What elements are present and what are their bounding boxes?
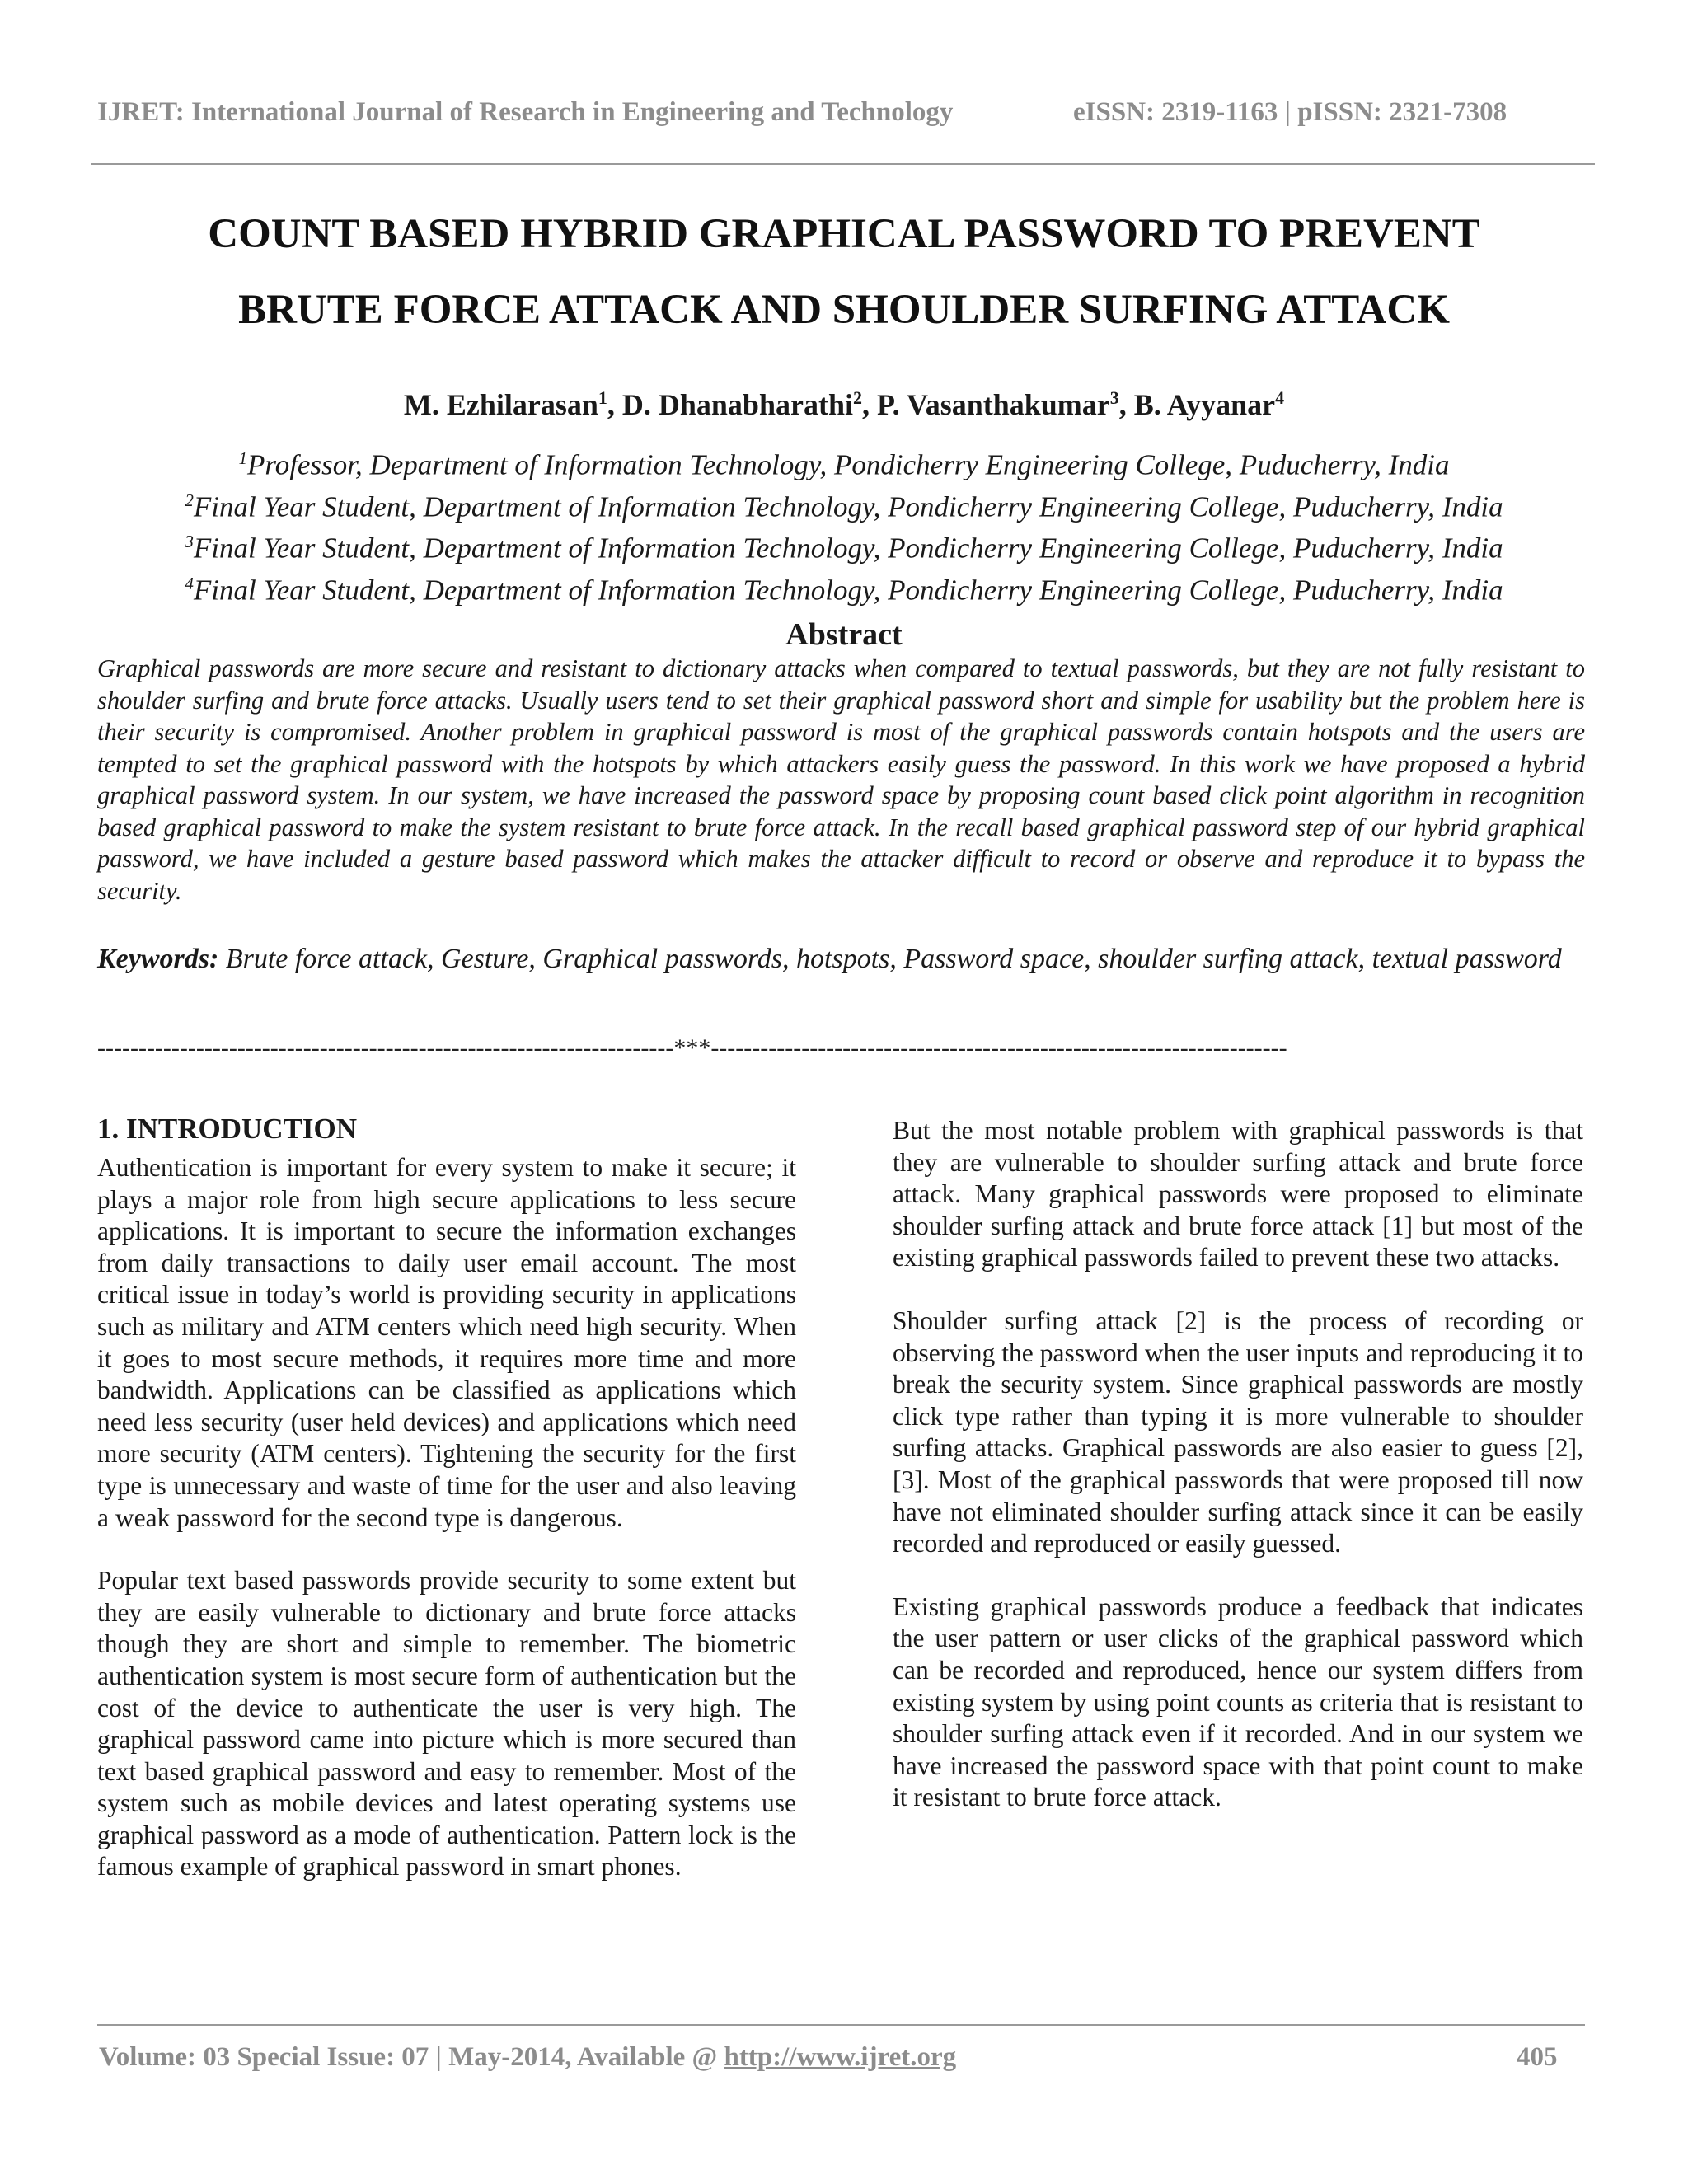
paragraph: Shoulder surfing attack [2] is the process of recording or observing the password when the user inputs and reproducing it to break the security system. Since graphical passwords are mostly click type rather than typing it is more vulnerable to shoulder surfing attacks. Graphical passwords are also easier to guess [2], [3]. Most of the graphical passwords that were proposed till now have not eliminated shoulder surfing attack since it can be easily recorded and reproduced or easily guessed. (893, 1305, 1583, 1558)
title-line-2: BRUTE FORCE ATTACK AND SHOULDER SURFING ATTACK (238, 287, 1450, 333)
author: P. Vasanthakumar$^3$, (876, 387, 1134, 421)
paragraph: But the most notable problem with graphical passwords is that they are vulnerable to shoulder surfing attack and brute force attack. Many graphical passwords were proposed to eliminate shoulder surfing attack and brute force attack [1] but most of the existing graphical passwords failed to prevent these two attacks. (893, 1116, 1583, 1272)
journal-header: IJRET: International Journal of Research in Engineering and Technology (97, 97, 954, 127)
journal-link[interactable]: http://www.ijret.org (724, 2042, 957, 2072)
paragraph: Popular text based passwords provide security to some extent but they are easily vulnerable to dictionary and brute force attacks though they are short and simple to remember. The biometric authentication system is most secure form of authentication but the cost of the device to authenticate the user is very high. The graphical password came into picture which is more secured than text based graphical password and easy to remember. Most of the system such as mobile devices and latest operating systems use graphical password as a mode of authentication. Pattern lock is the famous example of graphical password in smart phones. (97, 1566, 796, 1882)
affiliation: $^3$Final Year Student, Department of Information Technology, Pondicherry Engineering College, Puducherry, India (185, 532, 1503, 565)
keywords-text: Brute force attack, Gesture, Graphical passwords, hotspots, Password space, shoulder surfing attack, textual password (225, 944, 1562, 974)
affiliation: $^2$Final Year Student, Department of Information Technology, Pondicherry Engineering College, Puducherry, India (185, 490, 1503, 523)
left-column (97, 1113, 796, 1915)
title-line-1: COUNT BASED HYBRID GRAPHICAL PASSWORD TO PREVENT (208, 211, 1480, 257)
right-column (893, 1115, 1583, 1845)
abstract-heading: Abstract (785, 617, 903, 652)
footer-volume: Volume: 03 Special Issue: 07 | May-2014, Available @ http://www.ijret.org (99, 2042, 957, 2072)
abstract-text: Graphical passwords are more secure and resistant to dictionary attacks when compared to textual passwords, but they are not fully resistant to shoulder surfing and brute force attacks. Usually users tend to set their graphical password short and simple for usability but the problem here is their security is compromised. Another problem in graphical password is most of the graphical passwords contain hotspots and the users are tempted to set the graphical password with the hotspots by which attackers easily guess the password. In this work we have proposed a hybrid graphical password system. In our system, we have increased the password space by proposing count based click point algorithm in recognition based graphical password to make the system resistant to brute force attack. In the recall based graphical password step of our hybrid graphical password, we have included a gesture based password which makes the attacker difficult to record or observe and reproduce it to bypass the security. (97, 654, 1585, 905)
paper-title (82, 196, 1606, 348)
header-rule (91, 163, 1595, 165)
author: B. Ayyanar$^4$ (1133, 387, 1285, 421)
author-list (0, 387, 1688, 422)
section-separator: ----------------------------------------------------------------------***---------------------------------------------------------------------- (97, 1034, 1287, 1062)
keywords (97, 934, 1585, 985)
author: M. Ezhilarasan$^1$, (403, 387, 622, 421)
affiliation-list (0, 441, 1688, 608)
keywords-label: Keywords: (97, 944, 219, 974)
author: D. Dhanabharathi$^2$, (621, 387, 877, 421)
footer-rule (97, 2024, 1585, 2026)
section-heading-introduction: 1. INTRODUCTION (97, 1113, 358, 1145)
affiliation: $^1$Professor, Department of Information Technology, Pondicherry Engineering College, Puducherry, India (238, 448, 1450, 481)
affiliation: $^4$Final Year Student, Department of Information Technology, Pondicherry Engineering College, Puducherry, India (185, 573, 1503, 607)
paragraph: Authentication is important for every system to make it secure; it plays a major role from high secure applications to less secure applications. It is important to secure the information exchanges from daily transactions to daily user email account. The most critical issue in today’s world is providing security in applications such as military and ATM centers which need high security. When it goes to most secure methods, it requires more time and more bandwidth. Applications can be classified as applications which need less security (user held devices) and applications which need more security (ATM centers). Tightening the security for the first type is unnecessary and waste of time for the user and also leaving a weak password for the second type is dangerous. (97, 1153, 796, 1532)
paragraph: Existing graphical passwords produce a feedback that indicates the user pattern or user clicks of the graphical password which can be recorded and reproduced, hence our system differs from existing system by using point counts as criteria that is resistant to shoulder surfing attack even if it recorded. And in our system we have increased the password space with that point count to make it resistant to brute force attack. (893, 1591, 1583, 1812)
issn-header: eISSN: 2319-1163 | pISSN: 2321-7308 (1073, 97, 1507, 127)
page-number: 405 (1517, 2042, 1558, 2072)
